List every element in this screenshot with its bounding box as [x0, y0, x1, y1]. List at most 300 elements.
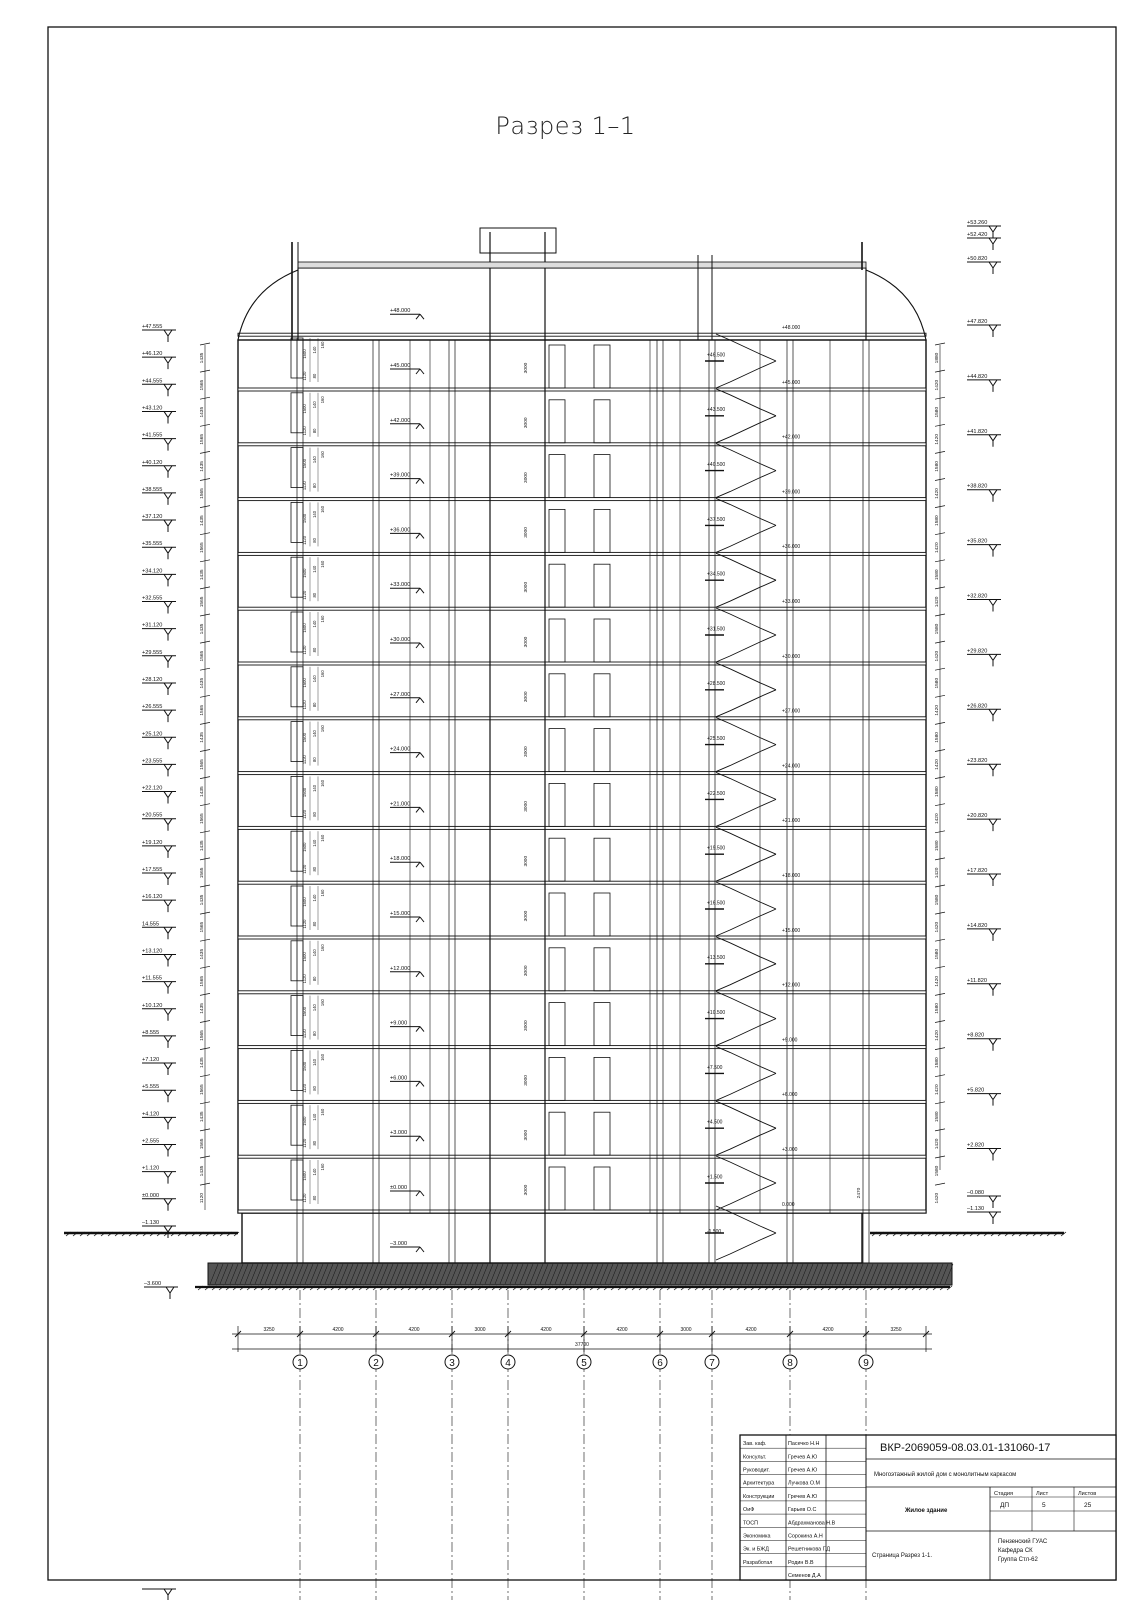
floor-level-mark: [390, 1130, 424, 1141]
window-dim: 1120: [302, 1083, 307, 1093]
column-height-dim: 3000: [524, 527, 529, 538]
level-tick: [420, 643, 424, 648]
stair-level-mark: +31.500: [707, 626, 726, 633]
left-dim: 1565: [200, 921, 205, 933]
level-label: +21.000: [390, 801, 411, 808]
level-label: +32.555: [142, 595, 163, 602]
right-level-mark: [967, 319, 1001, 337]
floor-slab: [238, 662, 926, 665]
window-dim: 160: [320, 396, 325, 404]
level-tick: [164, 574, 168, 580]
left-level-mark: [142, 541, 176, 559]
dim-span-label: 4200: [540, 1327, 552, 1333]
right-dim: 1580: [935, 623, 940, 635]
floor-level-mark: [390, 856, 424, 867]
stamp-role: Руководит.: [743, 1467, 770, 1474]
floor-level-mark: [390, 1185, 424, 1196]
left-level-mark: [142, 650, 176, 668]
window-dim: 1120: [302, 481, 307, 491]
right-dim: 1420: [935, 488, 940, 499]
stair-level-mark: +37.500: [707, 516, 726, 523]
level-label: +29.555: [142, 649, 163, 656]
left-level-mark: [142, 1003, 176, 1021]
level-tick: [164, 764, 168, 770]
level-tick: [168, 1199, 172, 1205]
level-tick: [416, 1136, 420, 1141]
dim-span-label: 3250: [263, 1327, 275, 1333]
level-tick: [416, 1247, 420, 1252]
level-tick: [168, 900, 172, 906]
dim-span-label: 3000: [680, 1327, 692, 1333]
dim-tick: [935, 343, 945, 345]
left-level-mark: [142, 921, 176, 939]
level-label: +20.555: [142, 812, 163, 819]
window-dim: 1120: [302, 371, 307, 381]
floor-slab: [238, 607, 926, 610]
stamp-role: Конструкции: [743, 1493, 775, 1500]
stair-flight: [716, 1073, 776, 1100]
level-tick: [989, 764, 993, 770]
window-dim: 160: [320, 999, 325, 1007]
column-height-dim: 3000: [524, 691, 529, 703]
level-label: 14.555: [142, 921, 160, 928]
column-height-dim: 3000: [524, 1184, 529, 1196]
column-height-dim: 3000: [524, 965, 529, 977]
left-dim: 1435: [200, 461, 205, 472]
level-tick: [989, 380, 993, 386]
level-tick: [420, 917, 424, 922]
door: [594, 564, 610, 607]
level-tick: [993, 929, 997, 935]
axis-markers: [293, 1355, 873, 1369]
stamp-role: Эк. и БЖД: [743, 1546, 769, 1553]
column-height-dim: 3000: [524, 855, 529, 867]
floor-level-mark: [390, 911, 424, 922]
level-label: +31.120: [142, 622, 163, 629]
level-tick: [168, 602, 172, 608]
level-label: +5.555: [142, 1084, 160, 1091]
level-tick: [420, 698, 424, 703]
level-tick: [164, 384, 168, 390]
level-tick: [164, 683, 168, 689]
right-dim: 1580: [935, 677, 940, 689]
window-dim: 1500: [302, 842, 307, 852]
stair-level-mark: +39.000: [782, 489, 801, 496]
level-tick: [164, 954, 168, 960]
left-level-mark: [142, 731, 176, 749]
floor-slab: [238, 333, 926, 336]
level-tick: [989, 1094, 993, 1100]
right-level-mark: [967, 374, 1001, 392]
level-tick: [164, 357, 168, 363]
level-label: +52.420: [967, 232, 988, 238]
left-dim: 1435: [200, 623, 205, 635]
door: [549, 893, 565, 936]
floor-level-mark: [390, 692, 424, 703]
column: [373, 340, 379, 1263]
window-dim: 1500: [302, 458, 307, 469]
level-tick: [420, 807, 424, 812]
right-dim: 1580: [935, 569, 940, 581]
left-level-mark: [142, 351, 176, 369]
level-tick: [989, 1212, 993, 1218]
right-level-mark: [967, 256, 1001, 274]
level-tick: [416, 588, 420, 593]
dim-tick: [935, 1183, 945, 1185]
level-label: +39.000: [390, 472, 411, 479]
right-dim: 1420: [935, 1030, 940, 1041]
level-tick: [168, 493, 172, 499]
level-tick: [420, 369, 424, 374]
level-tick: [168, 819, 172, 825]
left-level-mark: [142, 1166, 176, 1184]
floor-slab: [238, 936, 926, 939]
window-dim: 80: [312, 702, 317, 708]
level-tick: [164, 656, 168, 662]
door: [594, 948, 610, 991]
left-dim: 1565: [200, 1084, 205, 1096]
left-dim: 1565: [200, 488, 205, 499]
floor-slab: [238, 772, 926, 775]
right-dim: 1580: [935, 786, 940, 797]
window-dim: 160: [320, 889, 325, 897]
left-level-mark: [142, 786, 176, 804]
level-tick: [168, 1009, 172, 1015]
level-label: +23.555: [142, 758, 163, 765]
door: [549, 455, 565, 498]
level-label: +8.820: [967, 1032, 985, 1039]
level-tick: [416, 369, 420, 374]
level-label: ±0.000: [142, 1192, 160, 1199]
stamp-name: Гречев А.Ю: [788, 1493, 818, 1500]
level-label: +7.120: [142, 1057, 160, 1064]
level-tick: [168, 411, 172, 417]
level-label: +38.555: [142, 486, 163, 493]
door: [594, 455, 610, 498]
stair-flight: [716, 471, 776, 498]
window-dim: 160: [320, 725, 325, 733]
column-height-dim: 3000: [524, 1075, 529, 1086]
right-level-mark: [967, 813, 1001, 831]
floor-slab: [238, 826, 926, 829]
floor-level-mark: [390, 363, 424, 374]
window-dim: 1500: [302, 678, 307, 688]
stair-flight: [716, 1019, 776, 1046]
attic-floor: [298, 268, 866, 340]
left-level-mark: [142, 487, 176, 505]
stair-flight: [716, 909, 776, 936]
stamp-org: Кафедра СК: [998, 1548, 1033, 1554]
level-tick: [993, 600, 997, 606]
level-tick: [168, 1145, 172, 1151]
level-tick: [420, 314, 424, 319]
level-tick: [164, 982, 168, 988]
window-dim: 80: [312, 592, 317, 598]
stair-flight: [716, 1046, 776, 1073]
axis-label: 8: [787, 1358, 793, 1369]
left-level-mark: [142, 623, 176, 641]
level-label: +10.120: [142, 1002, 163, 1009]
floor-level-mark: [390, 527, 424, 538]
door: [594, 345, 610, 388]
left-dim: 1435: [200, 1057, 205, 1068]
door: [549, 345, 565, 388]
level-tick: [164, 411, 168, 417]
stair-level-mark: +15.000: [782, 927, 801, 934]
right-dim: 1420: [935, 1138, 940, 1150]
level-tick: [164, 602, 168, 608]
dim-span-label: 4200: [408, 1327, 420, 1333]
window-dim: 140: [312, 1058, 317, 1066]
level-tick: [168, 954, 172, 960]
level-tick: [993, 226, 997, 232]
window-dim: 1500: [302, 568, 307, 578]
level-tick: [993, 1196, 997, 1202]
level-tick: [993, 1094, 997, 1100]
stair-level-mark: +9.000: [782, 1037, 798, 1044]
level-tick: [989, 819, 993, 825]
level-tick: [420, 479, 424, 484]
axis-label: 3: [449, 1358, 455, 1369]
level-label: +2.555: [142, 1138, 160, 1145]
stair-flight: [716, 1156, 776, 1183]
left-dim: 1565: [200, 704, 205, 716]
level-tick: [420, 1191, 424, 1196]
window-dim: 160: [320, 1053, 325, 1061]
column-height-dim: 3000: [524, 472, 529, 483]
level-label: +35.555: [142, 541, 163, 548]
left-level-mark: [142, 894, 176, 912]
stair-flight: [716, 745, 776, 772]
level-tick: [989, 238, 993, 244]
door: [594, 1112, 610, 1155]
level-label: +25.120: [142, 731, 163, 738]
level-label: +26.555: [142, 704, 163, 711]
level-tick: [989, 325, 993, 331]
left-level-mark: [142, 948, 176, 966]
stamp-name: Лучкова О.М: [788, 1480, 820, 1487]
right-level-mark: [967, 648, 1001, 666]
level-tick: [989, 874, 993, 880]
column-height-dim: 3000: [524, 362, 529, 374]
level-label: +41.555: [142, 432, 163, 439]
level-label: ±0.000: [390, 1185, 408, 1191]
level-tick: [420, 1247, 424, 1252]
stair-flight: [716, 964, 776, 991]
window-dim: 80: [312, 1140, 317, 1146]
right-dim: 1420: [935, 867, 940, 879]
stair-level-mark: +24.000: [782, 763, 801, 770]
column-height-dim: 3000: [524, 581, 529, 593]
level-tick: [993, 325, 997, 331]
window-dim: 1500: [302, 897, 307, 907]
window-dim: 1500: [302, 349, 307, 359]
left-dim: 1435: [200, 677, 205, 689]
level-label: +47.820: [967, 319, 988, 325]
floor-slab: [238, 881, 926, 884]
floor-level-mark: [390, 308, 424, 319]
level-tick: [993, 1039, 997, 1045]
left-dim: 1565: [200, 813, 205, 825]
level-label: +15.000: [390, 911, 411, 917]
stair-level-mark: +6.000: [782, 1092, 798, 1099]
stair-level-mark: 0.000: [782, 1201, 795, 1208]
right-level-mark: [967, 539, 1001, 557]
level-tick: [989, 262, 993, 268]
left-level-mark: [142, 1111, 176, 1129]
right-dim: 1420: [935, 433, 940, 445]
stair-level-mark: +33.000: [782, 599, 801, 605]
level-label: +47.555: [142, 324, 163, 330]
level-tick: [164, 1036, 168, 1042]
floor-slab: [238, 991, 926, 994]
level-tick: [989, 226, 993, 232]
window-dim: 80: [312, 976, 317, 982]
spacer: [142, 1589, 176, 1600]
floor-level-mark: [390, 1075, 424, 1086]
stair-flight: [716, 690, 776, 717]
window-dim: 1120: [302, 535, 307, 545]
right-dim: 1420: [935, 759, 940, 770]
level-tick: [170, 1287, 174, 1293]
level-tick: [164, 900, 168, 906]
right-level-mark: [967, 703, 1001, 721]
section-title: Разрез 1–1: [495, 112, 636, 140]
right-dim: 1580: [935, 406, 940, 418]
axis-label: 7: [709, 1358, 715, 1369]
level-tick: [168, 520, 172, 526]
window-dim: 140: [312, 949, 317, 957]
stair-flight: [716, 1233, 776, 1260]
left-dim: 1435: [200, 732, 205, 743]
stamp-org: Группа Стл-62: [998, 1557, 1038, 1563]
right-level-mark: [967, 1033, 1001, 1051]
axis-label: 5: [581, 1358, 587, 1369]
window-dim: 80: [312, 428, 317, 434]
level-label: +45.000: [390, 363, 411, 369]
level-label: +34.120: [142, 568, 163, 575]
stamp-name: Семенов Д.А: [788, 1573, 821, 1579]
window-dim: 80: [312, 373, 317, 379]
door: [549, 1167, 565, 1210]
level-label: +37.120: [142, 514, 163, 521]
level-tick: [420, 1027, 424, 1032]
level-tick: [416, 698, 420, 703]
door: [594, 1167, 610, 1210]
level-tick: [989, 490, 993, 496]
level-tick: [416, 862, 420, 867]
door: [594, 674, 610, 717]
level-tick: [164, 1589, 168, 1595]
level-tick: [168, 982, 172, 988]
right-level-mark: [967, 1206, 1001, 1224]
stamp-header: Листов: [1078, 1491, 1097, 1497]
level-tick: [993, 654, 997, 660]
stair-level-mark: +19.500: [707, 845, 726, 852]
window-dim: 160: [320, 1163, 325, 1171]
right-dim: 1880: [935, 352, 940, 364]
level-label: +40.120: [142, 459, 163, 466]
window-dim: 1500: [302, 1171, 307, 1181]
level-tick: [420, 862, 424, 867]
left-dim: 1565: [200, 379, 205, 391]
stair-level-mark: +7.500: [707, 1064, 723, 1071]
window-dim: 1120: [302, 1193, 307, 1203]
level-tick: [989, 654, 993, 660]
axis-label: 1: [297, 1358, 303, 1369]
level-tick: [416, 917, 420, 922]
level-tick: [168, 384, 172, 390]
window-dim: 80: [312, 1086, 317, 1091]
level-tick: [164, 493, 168, 499]
level-tick: [993, 435, 997, 441]
window-dim: 1120: [302, 700, 307, 710]
floor-slab: [238, 1210, 926, 1213]
stamp-code: ВКР-2069059-08.03.01-131060-17: [880, 1442, 1051, 1454]
window-dim: 160: [320, 615, 325, 623]
level-tick: [164, 1063, 168, 1069]
stamp-org: Пензенский ГУАС: [998, 1539, 1048, 1545]
stair-level-mark: +4.500: [707, 1119, 723, 1126]
window-dim: 80: [312, 757, 317, 762]
level-tick: [989, 929, 993, 935]
level-tick: [989, 1196, 993, 1202]
level-label: +50.820: [967, 256, 988, 262]
level-label: +5.820: [967, 1087, 985, 1094]
stair-flight: [716, 854, 776, 881]
window-dim: 80: [312, 483, 317, 488]
right-dim: 1580: [935, 894, 940, 906]
stair-level-mark: +30.000: [782, 653, 801, 660]
level-tick: [993, 1212, 997, 1218]
window-dim: 160: [320, 451, 325, 459]
left-level-mark: [142, 677, 176, 695]
level-label: +36.000: [390, 527, 411, 534]
roof-slab: [298, 262, 866, 268]
column: [657, 340, 663, 1263]
door: [549, 564, 565, 607]
left-level-mark: [142, 378, 176, 396]
level-label: +28.120: [142, 676, 163, 683]
level-label: +2.820: [967, 1142, 985, 1149]
floor-slab: [238, 1046, 926, 1049]
door: [594, 400, 610, 443]
left-dim: 1565: [200, 650, 205, 662]
window-dim: 1500: [302, 1061, 307, 1072]
dim-total-label: 37700: [575, 1342, 589, 1348]
column: [449, 340, 455, 1263]
stair-level-mark: +27.000: [782, 708, 801, 715]
right-dim: 1420: [935, 1084, 940, 1096]
level-tick: [416, 533, 420, 538]
right-level-mark: [967, 1088, 1001, 1106]
level-tick: [168, 737, 172, 743]
window-dim: 160: [320, 670, 325, 678]
right-small-dim: 2470: [857, 1187, 862, 1199]
stamp-role: Архитектура: [743, 1480, 775, 1487]
level-label: +43.120: [142, 405, 163, 412]
left-dim: 1435: [200, 786, 205, 797]
left-level-mark: [142, 405, 176, 423]
right-dim: 1420: [935, 596, 940, 608]
window-dim: 1500: [302, 1116, 307, 1126]
stamp-header: Стадия: [994, 1491, 1014, 1497]
dim-span-label: 4200: [616, 1327, 628, 1333]
stamp-role: ОиФ: [743, 1507, 755, 1514]
level-tick: [989, 1149, 993, 1155]
left-level-mark: [142, 704, 176, 722]
level-tick: [993, 819, 997, 825]
